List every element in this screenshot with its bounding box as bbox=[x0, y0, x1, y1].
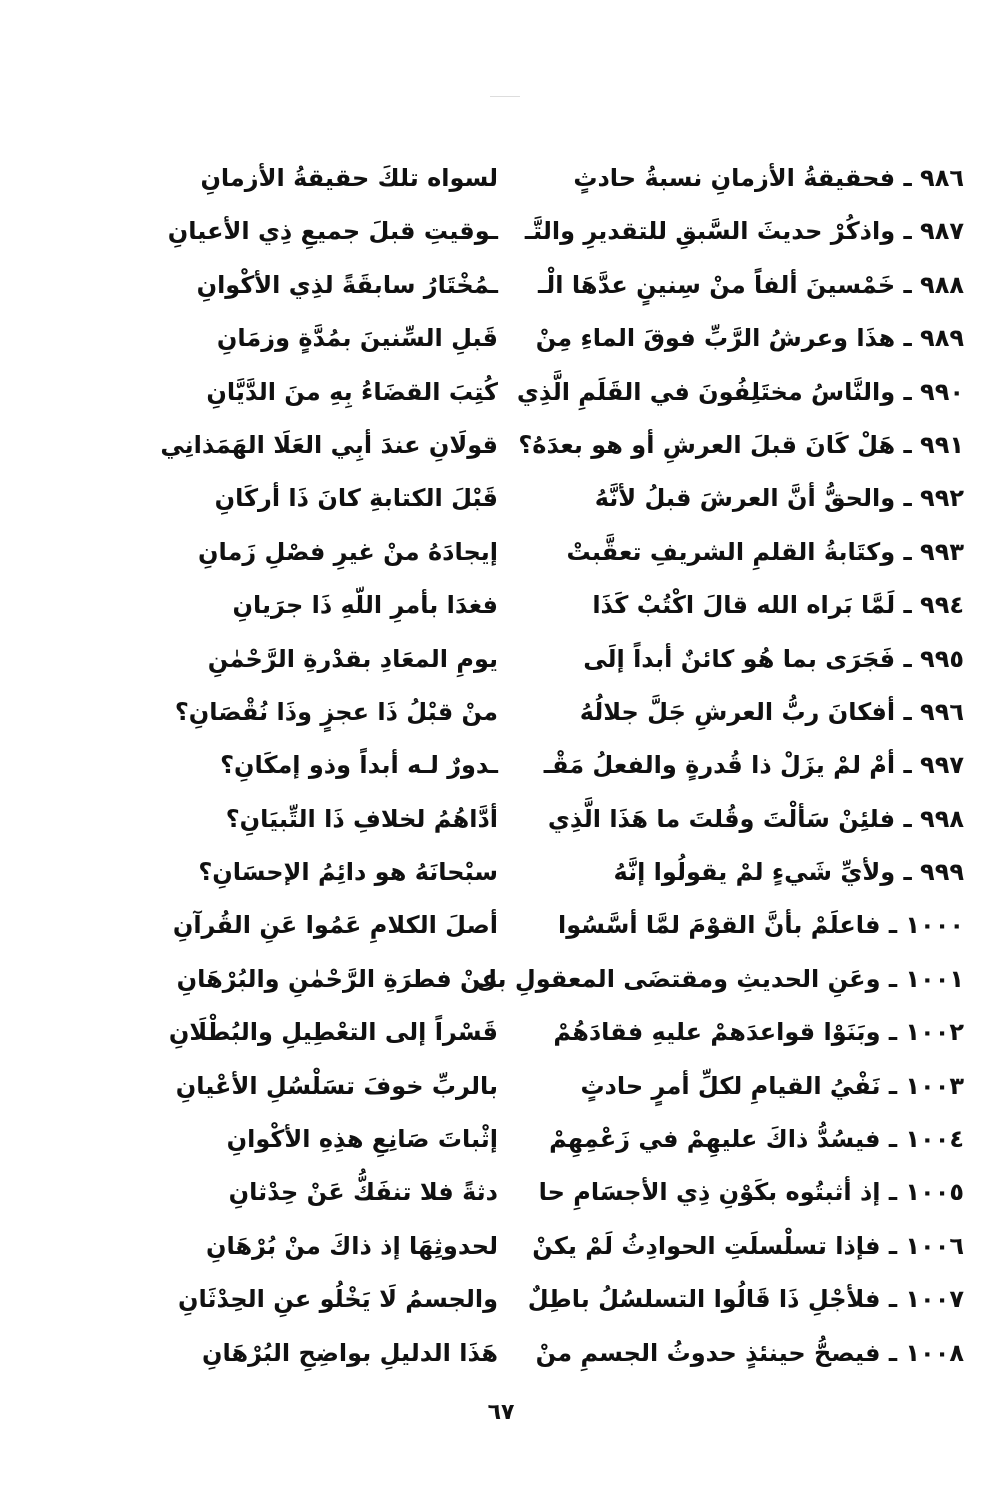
verse-first-hemistich: ٩٩٦ ـ أفكانَ ربُّ العرشِ جَلَّ جلالُهُ bbox=[579, 697, 964, 726]
verse-row bbox=[68, 1327, 964, 1380]
verse-second-hemistich: كُتِبَ القضَاءُ بِهِ منَ الدَّيَّانِ bbox=[206, 377, 498, 406]
verse-first-hemistich: ١٠٠٤ ـ فيسُدُّ ذاكَ عليهِمْ في زَعْمِهِمْ bbox=[549, 1125, 964, 1154]
verse-row bbox=[68, 526, 964, 579]
verse-second-hemistich: بالربِّ خوفَ تسَلْسُلِ الأعْيانِ bbox=[175, 1071, 498, 1100]
verse-second-hemistich: ـدورٌ لـه أبداً وذو إمكَانِ؟ bbox=[220, 751, 498, 780]
verse-second-hemistich: قَبلِ السِّنينَ بمُدَّةٍ وزمَانِ bbox=[216, 324, 498, 353]
verse-first-hemistich: ٩٨٨ ـ خَمْسينَ ألفاً منْ سِنينٍ عدَّهَا الْـ bbox=[538, 270, 964, 299]
verse-row bbox=[68, 366, 964, 419]
verse-second-hemistich: عنْ فطرَةِ الرَّحْمٰنِ والبُرْهَانِ bbox=[176, 964, 498, 993]
verse-second-hemistich: منْ قبْلُ ذَا عجزٍ وذَا نُقْصَانِ؟ bbox=[174, 697, 498, 726]
verse-first-hemistich: ٩٩٠ ـ والنَّاسُ مختَلِفُونَ في القَلَمِ الَّذِي bbox=[516, 377, 964, 406]
verse-second-hemistich: والجسمُ لَا يَخْلُو عنِ الحِدْثَانِ bbox=[177, 1285, 498, 1314]
verse-second-hemistich: ـمُخْتَارُ سابقَةً لذِي الأكْوانِ bbox=[196, 270, 498, 299]
verse-first-hemistich: ٩٩٨ ـ فلئِنْ سَألْتَ وقُلتَ ما هَذَا الَّذِي bbox=[547, 804, 964, 833]
verse-first-hemistich: ٩٩٢ ـ والحقُّ أنَّ العرشَ قبلُ لأنَّهُ bbox=[594, 484, 964, 513]
verse-first-hemistich: ٩٩٤ ـ لَمَّا بَراه الله قالَ اكْتُبْ كَذَا bbox=[592, 591, 964, 620]
verse-row bbox=[68, 1166, 964, 1219]
verse-row bbox=[68, 419, 964, 472]
verse-row bbox=[68, 1060, 964, 1113]
verse-row bbox=[68, 312, 964, 365]
verse-row bbox=[68, 1273, 964, 1326]
page-number: ٦٧ bbox=[487, 1400, 515, 1425]
verse-first-hemistich: ٩٨٩ ـ هذَا وعرشُ الرَّبِّ فوقَ الماءِ مِنْ bbox=[535, 324, 964, 353]
verse-first-hemistich: ٩٨٧ ـ واذكُرْ حديثَ السَّبقِ للتقديرِ والتَّـ bbox=[524, 217, 964, 246]
verse-second-hemistich: دثةً فلا تنفَكُّ عَنْ حِدْثانِ bbox=[228, 1178, 498, 1207]
verse-second-hemistich: قَسْراً إلى التعْطِيلِ والبُطْلَانِ bbox=[168, 1018, 498, 1047]
verse-row bbox=[68, 259, 964, 312]
verse-second-hemistich: سبْحانَهُ هو دائِمُ الإحسَانِ؟ bbox=[198, 858, 498, 887]
verse-first-hemistich: ١٠٠٢ ـ وبَنَوْا قواعدَهمْ عليهِ فقادَهُمْ bbox=[553, 1018, 964, 1047]
verse-first-hemistich: ٩٨٦ ـ فحقيقةُ الأزمانِ نسبةُ حادثٍ bbox=[573, 164, 964, 192]
verse-second-hemistich: لسواه تلكَ حقيقةُ الأزمانِ bbox=[200, 164, 498, 192]
verse-row bbox=[68, 633, 964, 686]
verse-first-hemistich: ١٠٠٦ ـ فإذا تسلْسلَتِ الحوادِثُ لَمْ يكنْ bbox=[532, 1231, 964, 1260]
verse-row bbox=[68, 899, 964, 952]
verse-row bbox=[68, 1220, 964, 1273]
verse-second-hemistich: إثْباتَ صَانِعِ هذِهِ الأكْوانِ bbox=[226, 1125, 498, 1154]
verse-second-hemistich: يومِ المعَادِ بقدْرةِ الرَّحْمٰنِ bbox=[207, 644, 498, 673]
verse-first-hemistich: ١٠٠٥ ـ إذ أثبتُوه بكَوْنِ ذِي الأجسَامِ حا bbox=[538, 1178, 964, 1207]
verse-second-hemistich: ـوقيتِ قبلَ جميعِ ذِي الأعيانِ bbox=[167, 217, 498, 246]
verse-first-hemistich: ١٠٠٠ ـ فاعلَمْ بأنَّ القوْمَ لمَّا أسَّسُوا bbox=[558, 911, 964, 940]
verse-second-hemistich: قولَانِ عندَ أبِي العَلَا الهَمَذانِي bbox=[160, 430, 498, 459]
verse-first-hemistich: ٩٩٥ ـ فَجَرَى بما هُو كائنٌ أبداً إلَى bbox=[583, 644, 964, 673]
verse-second-hemistich: قَبْلَ الكتابةِ كانَ ذَا أركَانِ bbox=[214, 484, 498, 513]
verse-second-hemistich: إيجادَهُ منْ غيرِ فصْلِ زَمانِ bbox=[198, 537, 498, 566]
verse-row bbox=[68, 686, 964, 739]
verse-row bbox=[68, 953, 964, 1006]
poem-verses bbox=[68, 152, 964, 1380]
verse-second-hemistich: هَذَا الدليلِ بواضِحِ البُرْهَانِ bbox=[201, 1338, 498, 1367]
top-margin-mark bbox=[490, 96, 520, 97]
verse-row bbox=[68, 846, 964, 899]
verse-row bbox=[68, 1006, 964, 1059]
verse-first-hemistich: ٩٩٧ ـ أمْ لمْ يزَلْ ذا قُدرةٍ والفعلُ مَقْـ bbox=[543, 751, 964, 780]
verse-second-hemistich: لحدوثِهَا إذ ذاكَ منْ بُرْهَانِ bbox=[206, 1231, 498, 1260]
verse-second-hemistich: فغدَا بأمرِ اللّهِ ذَا جرَيانِ bbox=[232, 591, 498, 620]
verse-first-hemistich: ١٠٠٧ ـ فلأجْلِ ذَا قَالُوا التسلسُلُ باطِلٌ bbox=[527, 1285, 964, 1314]
verse-first-hemistich: ١٠٠٣ ـ نَفْيُ القيامِ لكلِّ أمرٍ حادثٍ bbox=[580, 1071, 964, 1100]
verse-first-hemistich: ١٠٠٨ ـ فيصحُّ حينئذٍ حدوثُ الجسمِ منْ bbox=[535, 1338, 964, 1367]
verse-first-hemistich: ٩٩٩ ـ ولأيِّ شَيءٍ لمْ يقولُوا إنَّهُ bbox=[613, 858, 964, 887]
verse-second-hemistich: أدَّاهُمُ لخلافِ ذَا التِّبيَانِ؟ bbox=[225, 804, 498, 833]
verse-row bbox=[68, 205, 964, 258]
verse-row bbox=[68, 739, 964, 792]
verse-row bbox=[68, 472, 964, 525]
verse-row bbox=[68, 152, 964, 205]
verse-first-hemistich: ٩٩١ ـ هَلْ كَانَ قبلَ العرشِ أو هو بعدَهُ؟ bbox=[518, 430, 964, 459]
verse-second-hemistich: أصلَ الكلامِ عَمُوا عَنِ القُرآنِ bbox=[172, 911, 498, 940]
verse-first-hemistich: ٩٩٣ ـ وكتَابةُ القلمِ الشريفِ تعقَّبتْ bbox=[566, 537, 964, 566]
verse-first-hemistich: ١٠٠١ ـ وعَنِ الحديثِ ومقتضَى المعقولِ بل bbox=[476, 964, 964, 993]
verse-row bbox=[68, 579, 964, 632]
verse-row bbox=[68, 793, 964, 846]
verse-row bbox=[68, 1113, 964, 1166]
